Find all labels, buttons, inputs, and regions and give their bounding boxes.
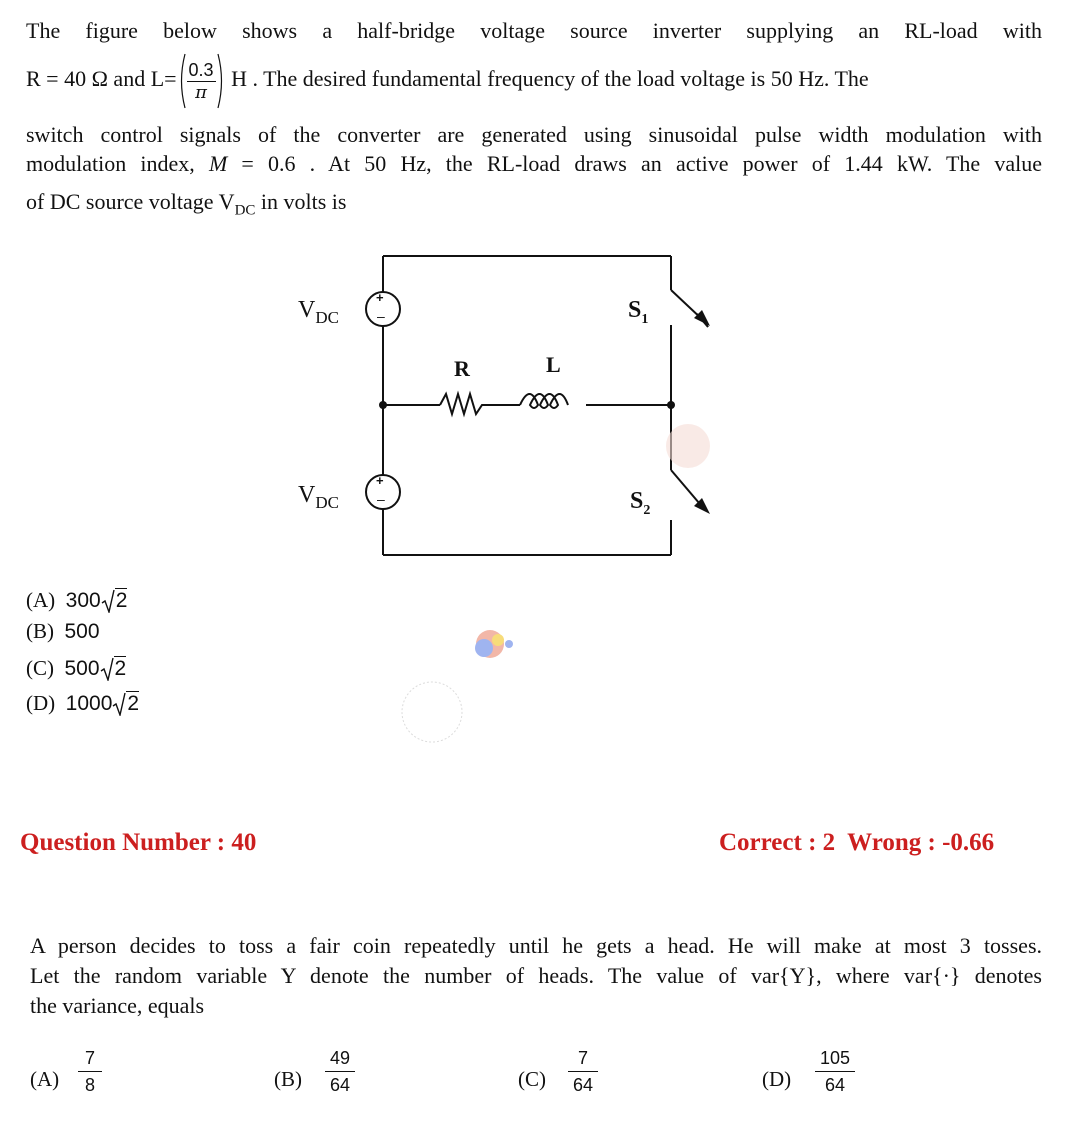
- inductor-symbol: [520, 394, 568, 408]
- sqrt-icon: [100, 657, 127, 681]
- vdc-bottom-sub: DC: [315, 492, 339, 512]
- option-label: (A): [26, 588, 56, 612]
- option-label: (B): [26, 619, 54, 643]
- fraction-numerator: 7: [577, 1048, 588, 1068]
- fraction-denominator: 64: [325, 1071, 355, 1096]
- vdc-top-plus: +: [376, 290, 384, 305]
- q40-line-1: A person decides to toss a fair coin repeatedly until he gets a head. He will make at most 3 tosses.: [30, 933, 1042, 958]
- fraction-numerator: 7: [84, 1048, 95, 1068]
- q39-line-1: The figure below shows a half-bridge voltage source inverter supplying an RL-load with: [26, 18, 1042, 43]
- l-numerator: 0.3: [188, 59, 214, 80]
- s2-sub: 2: [643, 502, 651, 518]
- vdc-bottom-plus: +: [376, 473, 384, 488]
- modulation-symbol: M: [208, 151, 228, 176]
- q40-line-2: Let the random variable Y denote the number of heads. The value of var{Y}, where var{·} denotes: [30, 963, 1042, 988]
- watermark-mark: [666, 424, 710, 468]
- q39-line-2-rest: H . The desired fundamental frequency of the load voltage is 50 Hz. The: [225, 66, 869, 92]
- q39-option-b[interactable]: [26, 619, 100, 644]
- sqrt-icon: [112, 692, 139, 716]
- s1-letter: S: [628, 297, 642, 323]
- inductor-label: L: [546, 352, 561, 377]
- q39-option-c[interactable]: [26, 656, 126, 681]
- vdc-top-label: [298, 297, 339, 328]
- q39-line-5-post: in volts is: [255, 189, 347, 214]
- option-coef: 500: [64, 657, 100, 680]
- vdc-bottom-v: V: [298, 482, 316, 508]
- q40-option-b-label[interactable]: (B): [274, 1067, 302, 1091]
- option-radicand: 2: [114, 657, 127, 680]
- q39-r-and-l: R = 40 Ω and L=: [26, 66, 177, 92]
- option-label: (C): [26, 656, 54, 680]
- resistor-label: R: [454, 356, 470, 381]
- q39-line-5-pre: of DC source voltage V: [26, 189, 235, 214]
- sqrt-icon: [101, 589, 128, 613]
- q40-line-3: the variance, equals: [30, 993, 205, 1018]
- q39-line-4-post: = 0.6 . At 50 Hz, the RL-load draws an active power of 1.44 kW. The value: [227, 151, 1043, 176]
- l-denominator: π: [187, 81, 216, 103]
- q39-line-3: switch control signals of the converter are generated using sinusoidal pulse width modulation with: [26, 122, 1042, 147]
- s1-sub: 1: [641, 311, 649, 327]
- vdc-bottom-minus: –: [377, 491, 385, 507]
- vdc-top-v: V: [298, 297, 316, 323]
- fraction-numerator: 105: [819, 1048, 851, 1068]
- option-radicand: 2: [115, 589, 128, 612]
- switch-s1-label: [628, 297, 648, 328]
- question-number: Question Number : 40: [20, 829, 257, 856]
- q40-option-a-label[interactable]: (A): [30, 1067, 60, 1091]
- option-label: (D): [26, 691, 56, 715]
- q40-option-d-label[interactable]: (D): [762, 1067, 792, 1091]
- vdc-top-sub: DC: [315, 307, 339, 327]
- option-coef: 500: [64, 620, 100, 643]
- resistor-symbol: [440, 394, 490, 414]
- q39-option-d[interactable]: [26, 691, 139, 716]
- watermark-logo: [475, 630, 513, 658]
- vdc-bottom-label: [298, 482, 339, 513]
- q40-option-c-fraction: [568, 1048, 598, 1096]
- switch-s2-label: [630, 488, 650, 519]
- fraction-numerator: 49: [329, 1048, 351, 1068]
- marks-info: Correct : 2 Wrong : -0.66: [719, 829, 995, 856]
- q39-option-a[interactable]: [26, 588, 127, 613]
- watermark-circle: [402, 682, 462, 742]
- fraction-denominator: 8: [78, 1071, 102, 1096]
- vdc-top-minus: –: [377, 308, 385, 324]
- q40-option-d-fraction: [815, 1048, 855, 1096]
- vdc-subscript: DC: [234, 202, 256, 219]
- fraction-denominator: 64: [568, 1071, 598, 1096]
- option-coef: 1000: [65, 692, 113, 715]
- s2-letter: S: [630, 488, 644, 514]
- q39-line-4-pre: modulation index,: [26, 151, 209, 176]
- fraction-denominator: 64: [815, 1071, 855, 1096]
- q40-option-a-fraction: [78, 1048, 102, 1096]
- q40-option-b-fraction: [325, 1048, 355, 1096]
- q40-option-c-label[interactable]: (C): [518, 1067, 546, 1091]
- option-radicand: 2: [127, 692, 140, 715]
- option-coef: 300: [65, 589, 101, 612]
